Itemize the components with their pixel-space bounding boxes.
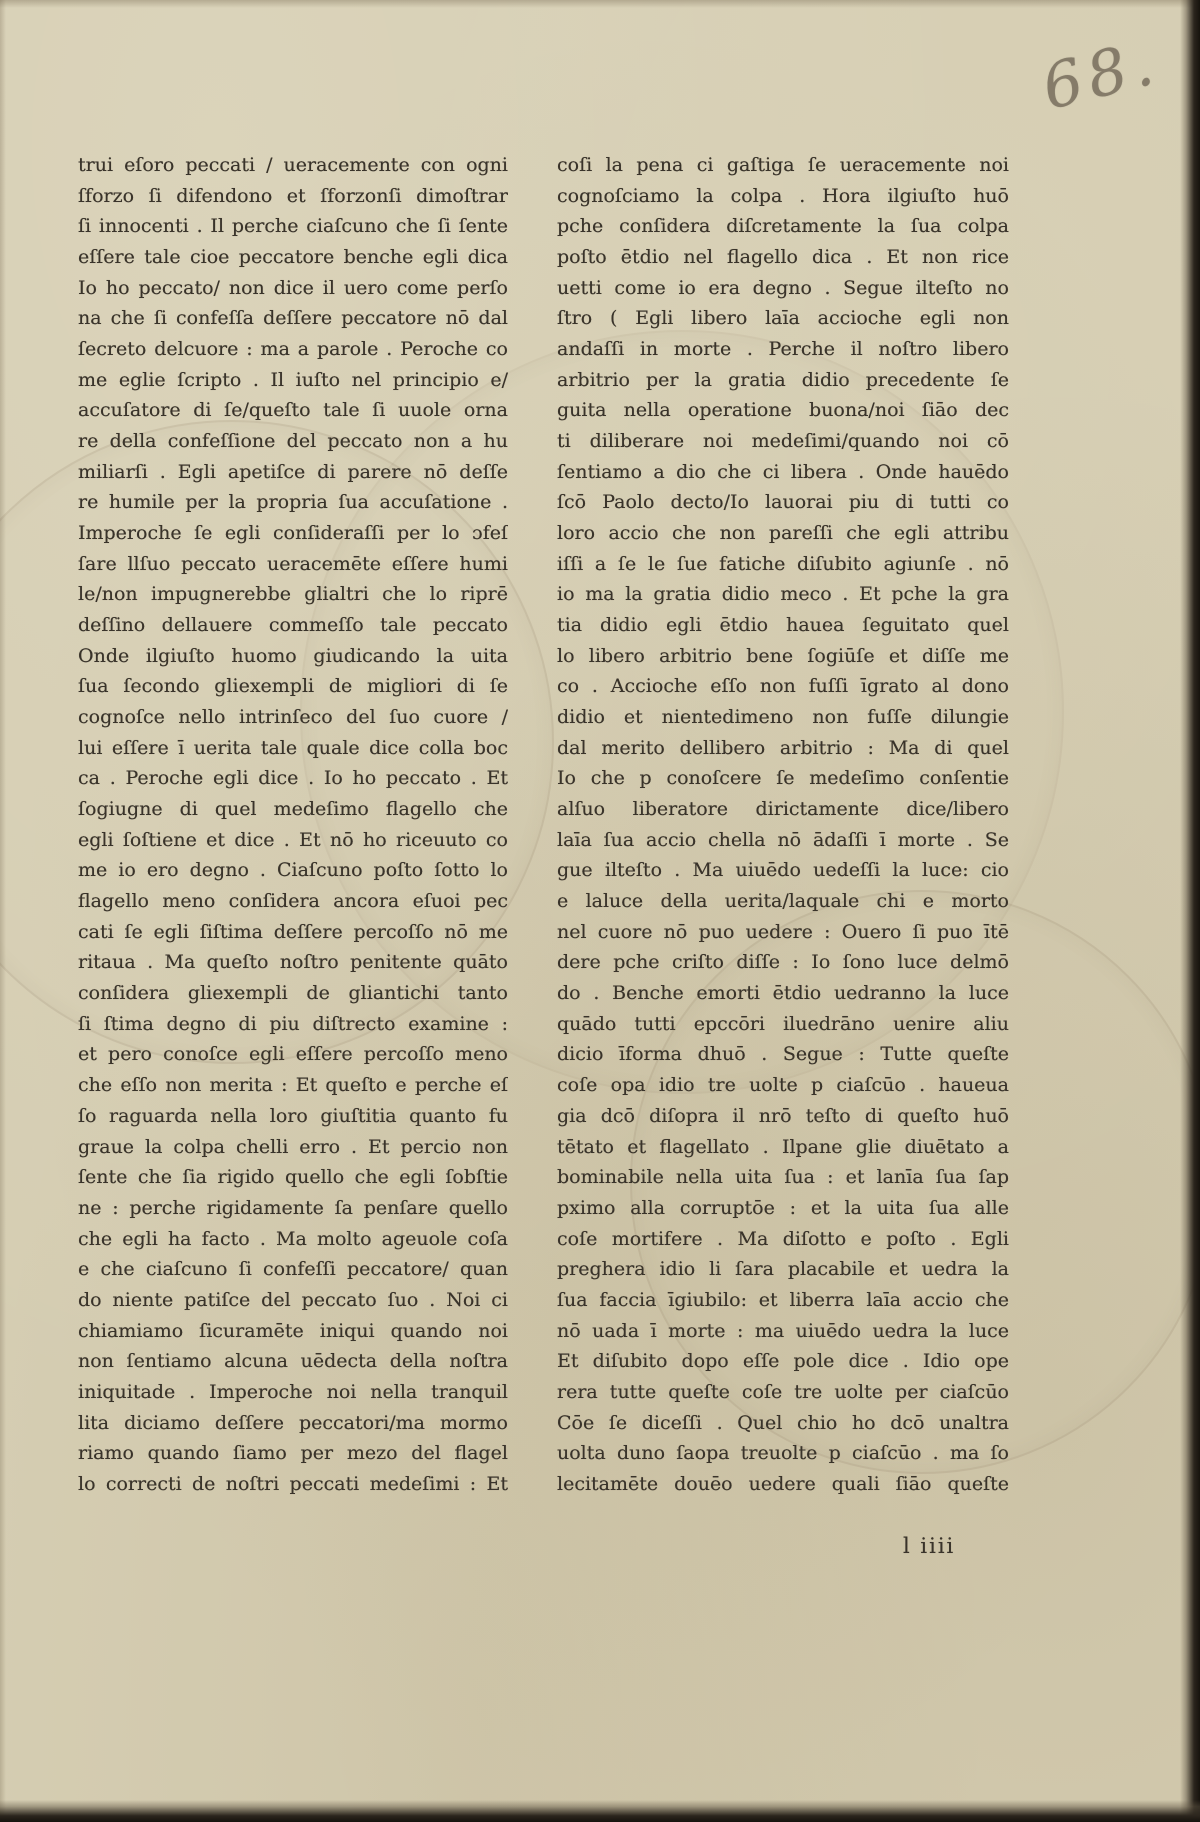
text-line: egli ſoſtiene et dice . Et nō ho riceuuto co (78, 828, 508, 851)
text-line: nel cuore nō puo uedere : Ouero ſi puo ītē (557, 920, 1009, 943)
text-line: tētato et flagellato . Ilpane glie diuētato a (557, 1135, 1009, 1158)
text-line: bominabile nella uita ſua : et lanīa ſua ſap (557, 1166, 1009, 1189)
text-line: dere pche criſto diſſe : Io ſono luce delmō (557, 951, 1009, 974)
text-column-right (557, 150, 1009, 1500)
text-line: Onde ilgiuſto huomo giudicando la uita (78, 644, 508, 667)
text-line: iſſi a ſe le ſue fatiche diſubito agiunſe . nō (557, 552, 1009, 575)
text-line: lo correcti de noſtri peccati medeſimi : Et (78, 1472, 508, 1495)
text-line: do niente patiſce del peccato ſuo . Noi ci (78, 1288, 508, 1311)
text-line: preghera idio li ſara placabile et uedra la (557, 1258, 1009, 1281)
text-line: io ma la gratia didio meco . Et pche la gra (557, 583, 1009, 606)
text-line: coſe opa idio tre uolte p ciaſcūo . haueua (557, 1074, 1009, 1097)
text-line: do . Benche emorti ētdio uedranno la luce (557, 982, 1009, 1005)
text-line: et pero conoſce egli eſſere percoſſo meno (78, 1043, 508, 1066)
text-line: ſo raguarda nella loro giuſtitia quanto fu (78, 1104, 508, 1127)
text-line: alſuo liberatore dirictamente dice/libero (557, 798, 1009, 821)
text-line: ſentiamo a dio che ci libera . Onde hauēdo (557, 460, 1009, 483)
text-line: ſcō Paolo decto/Io lauorai piu di tutti co (557, 491, 1009, 514)
text-line: laīa ſua accio chella nō ādaſſi ī morte . Se (557, 828, 1009, 851)
text-line: pximo alla corruptōe : et la uita ſua alle (557, 1196, 1009, 1219)
text-line: ſare llſuo peccato ueracemēte eſſere humi (78, 552, 508, 575)
text-line: iniquitade . Imperoche noi nella tranquil (78, 1380, 508, 1403)
text-line: loro accio che non pareſſi che egli attribu (557, 522, 1009, 545)
text-line: me eglie ſcripto . Il iuſto nel principio e/ (78, 368, 508, 391)
text-line: riamo quando ſiamo per mezo del flagel (78, 1442, 508, 1465)
text-line: lita diciamo deſſere peccatori/ma mormo (78, 1411, 508, 1434)
text-line: rera tutte queſte coſe tre uolte per ciaſcūo (557, 1380, 1009, 1403)
text-line: arbitrio per la gratia didio precedente ſe (557, 368, 1009, 391)
text-line: accuſatore di ſe/queſto tale ſi uuole orna (78, 399, 508, 422)
text-line: coſi la pena ci gaſtiga ſe ueracemente noi (557, 154, 1009, 176)
text-line: deſſino dellauere commeſſo tale peccato (78, 614, 508, 637)
text-line: flagello meno conſidera ancora eſuoi pec (78, 890, 508, 913)
text-line: lo libero arbitrio bene ſogiūſe et diſſe me (557, 644, 1009, 667)
text-line: Io ho peccato/ non dice il uero come perſo (78, 276, 508, 299)
text-column-left (78, 150, 508, 1500)
text-line: eſſere tale cioe peccatore benche egli dica (78, 246, 508, 269)
text-line: tia didio egli ētdio hauea ſeguitato quel (557, 614, 1009, 637)
text-line: uetti come io era degno . Segue ilteſto no (557, 276, 1009, 299)
page-edge-left (0, 0, 6, 1822)
text-line: conſidera gliexempli de gliantichi tanto (78, 982, 508, 1005)
text-line: ritaua . Ma queſto noſtro penitente quāto (78, 951, 508, 974)
text-line: ſogiugne di quel medeſimo flagello che (78, 798, 508, 821)
text-line: didio et nientedimeno non fuſſe dilungie (557, 706, 1009, 729)
quire-signature: l iiii (903, 1534, 956, 1558)
text-line: ſua ſecondo gliexempli de migliori di ſe (78, 675, 508, 698)
text-line: le/non impugnerebbe glialtri che lo riprē (78, 583, 508, 606)
text-line: che egli ha facto . Ma molto ageuole coſa (78, 1227, 508, 1250)
page-edge-bottom (0, 1800, 1200, 1822)
text-line: re della confeſſione del peccato non a hu (78, 430, 508, 453)
page-edge-top (0, 0, 1200, 8)
text-line: me io ero degno . Ciaſcuno poſto ſotto lo (78, 859, 508, 882)
text-line: uolta duno ſaopa treuolte p ciaſcūo . ma ſo (557, 1442, 1009, 1465)
text-line: trui eſoro peccati / ueracemente con ogni (78, 154, 508, 176)
text-line: cognoſciamo la colpa . Hora ilgiuſto huō (557, 184, 1009, 207)
text-line: cati ſe egli ſiſtima deſſere percoſſo nō me (78, 920, 508, 943)
text-line: cognoſce nello intrinſeco del ſuo cuore / (78, 706, 508, 729)
text-line: gue ilteſto . Ma uiuēdo uedeſſi la luce: cio (557, 859, 1009, 882)
text-line: poſto ētdio nel flagello dica . Et non rice (557, 246, 1009, 269)
text-line: nō uada ī morte : ma uiuēdo uedra la luce (557, 1319, 1009, 1342)
text-line: guita nella operatione buona/noi ſiāo dec (557, 399, 1009, 422)
folio-number-handwritten: 68. (1034, 24, 1166, 125)
text-line: dicio īforma dhuō . Segue : Tutte queſte (557, 1043, 1009, 1066)
text-line: dal merito dellibero arbitrio : Ma di quel (557, 736, 1009, 759)
text-line: coſe mortifere . Ma diſotto e poſto . Egli (557, 1227, 1009, 1250)
text-line: andaſſi in morte . Perche il noſtro libero (557, 338, 1009, 361)
text-line: re humile per la propria ſua accuſatione . (78, 491, 508, 514)
text-line: e che ciaſcuno ſi confeſſi peccatore/ quan (78, 1258, 508, 1281)
text-line: pche conſidera diſcretamente la ſua colpa (557, 215, 1009, 238)
text-line: chiamiamo ſicuramēte iniqui quando noi (78, 1319, 508, 1342)
text-line: ſente che ſia rigido quello che egli ſobſtie (78, 1166, 508, 1189)
text-line: ſforzo ſi difendono et ſforzonſi dimoſtrar (78, 184, 508, 207)
text-line: lui eſſere ī uerita tale quale dice colla boc (78, 736, 508, 759)
text-line: miliarſi . Egli apetiſce di parere nō deſſe (78, 460, 508, 483)
text-line: e laluce della uerita/laquale chi e morto (557, 890, 1009, 913)
page-edge-right (1180, 0, 1200, 1822)
text-line: co . Accioche eſſo non fuſſi īgrato al dono (557, 675, 1009, 698)
text-line: ſi innocenti . Il perche ciaſcuno che ſi ſente (78, 215, 508, 238)
text-line: Imperoche ſe egli conſideraſſi per lo ɔfeſ (78, 522, 508, 545)
text-line: quādo tutti epccōri iluedrāno uenire aliu (557, 1012, 1009, 1035)
text-line: ſtro ( Egli libero laīa accioche egli non (557, 307, 1009, 330)
text-line: non ſentiamo alcuna uēdecta della noſtra (78, 1350, 508, 1373)
text-line: Io che p conoſcere ſe medeſimo conſentie (557, 767, 1009, 790)
text-line: ſua faccia īgiubilo: et liberra laīa accio che (557, 1288, 1009, 1311)
text-line: ti diliberare noi medeſimi/quando noi cō (557, 430, 1009, 453)
text-line: gia dcō diſopra il nrō teſto di queſto huō (557, 1104, 1009, 1127)
text-line: ſecreto delcuore : ma a parole . Peroche co (78, 338, 508, 361)
text-line: Cōe ſe diceſſi . Quel chio ho dcō unaltra (557, 1411, 1009, 1434)
text-line: Et diſubito dopo eſſe pole dice . Idio ope (557, 1350, 1009, 1373)
text-line: ca . Peroche egli dice . Io ho peccato . Et (78, 767, 508, 790)
text-line: na che ſi confeſſa deſſere peccatore nō dal (78, 307, 508, 330)
text-line: ſi ſtima degno di piu diſtrecto examine : (78, 1012, 508, 1035)
text-line: graue la colpa chelli erro . Et percio non (78, 1135, 508, 1158)
text-line: ne : perche rigidamente ſa penſare quello (78, 1196, 508, 1219)
text-line: che eſſo non merita : Et queſto e perche eſ (78, 1074, 508, 1097)
text-line: lecitamēte douēo uedere quali ſiāo queſte (557, 1472, 1009, 1495)
